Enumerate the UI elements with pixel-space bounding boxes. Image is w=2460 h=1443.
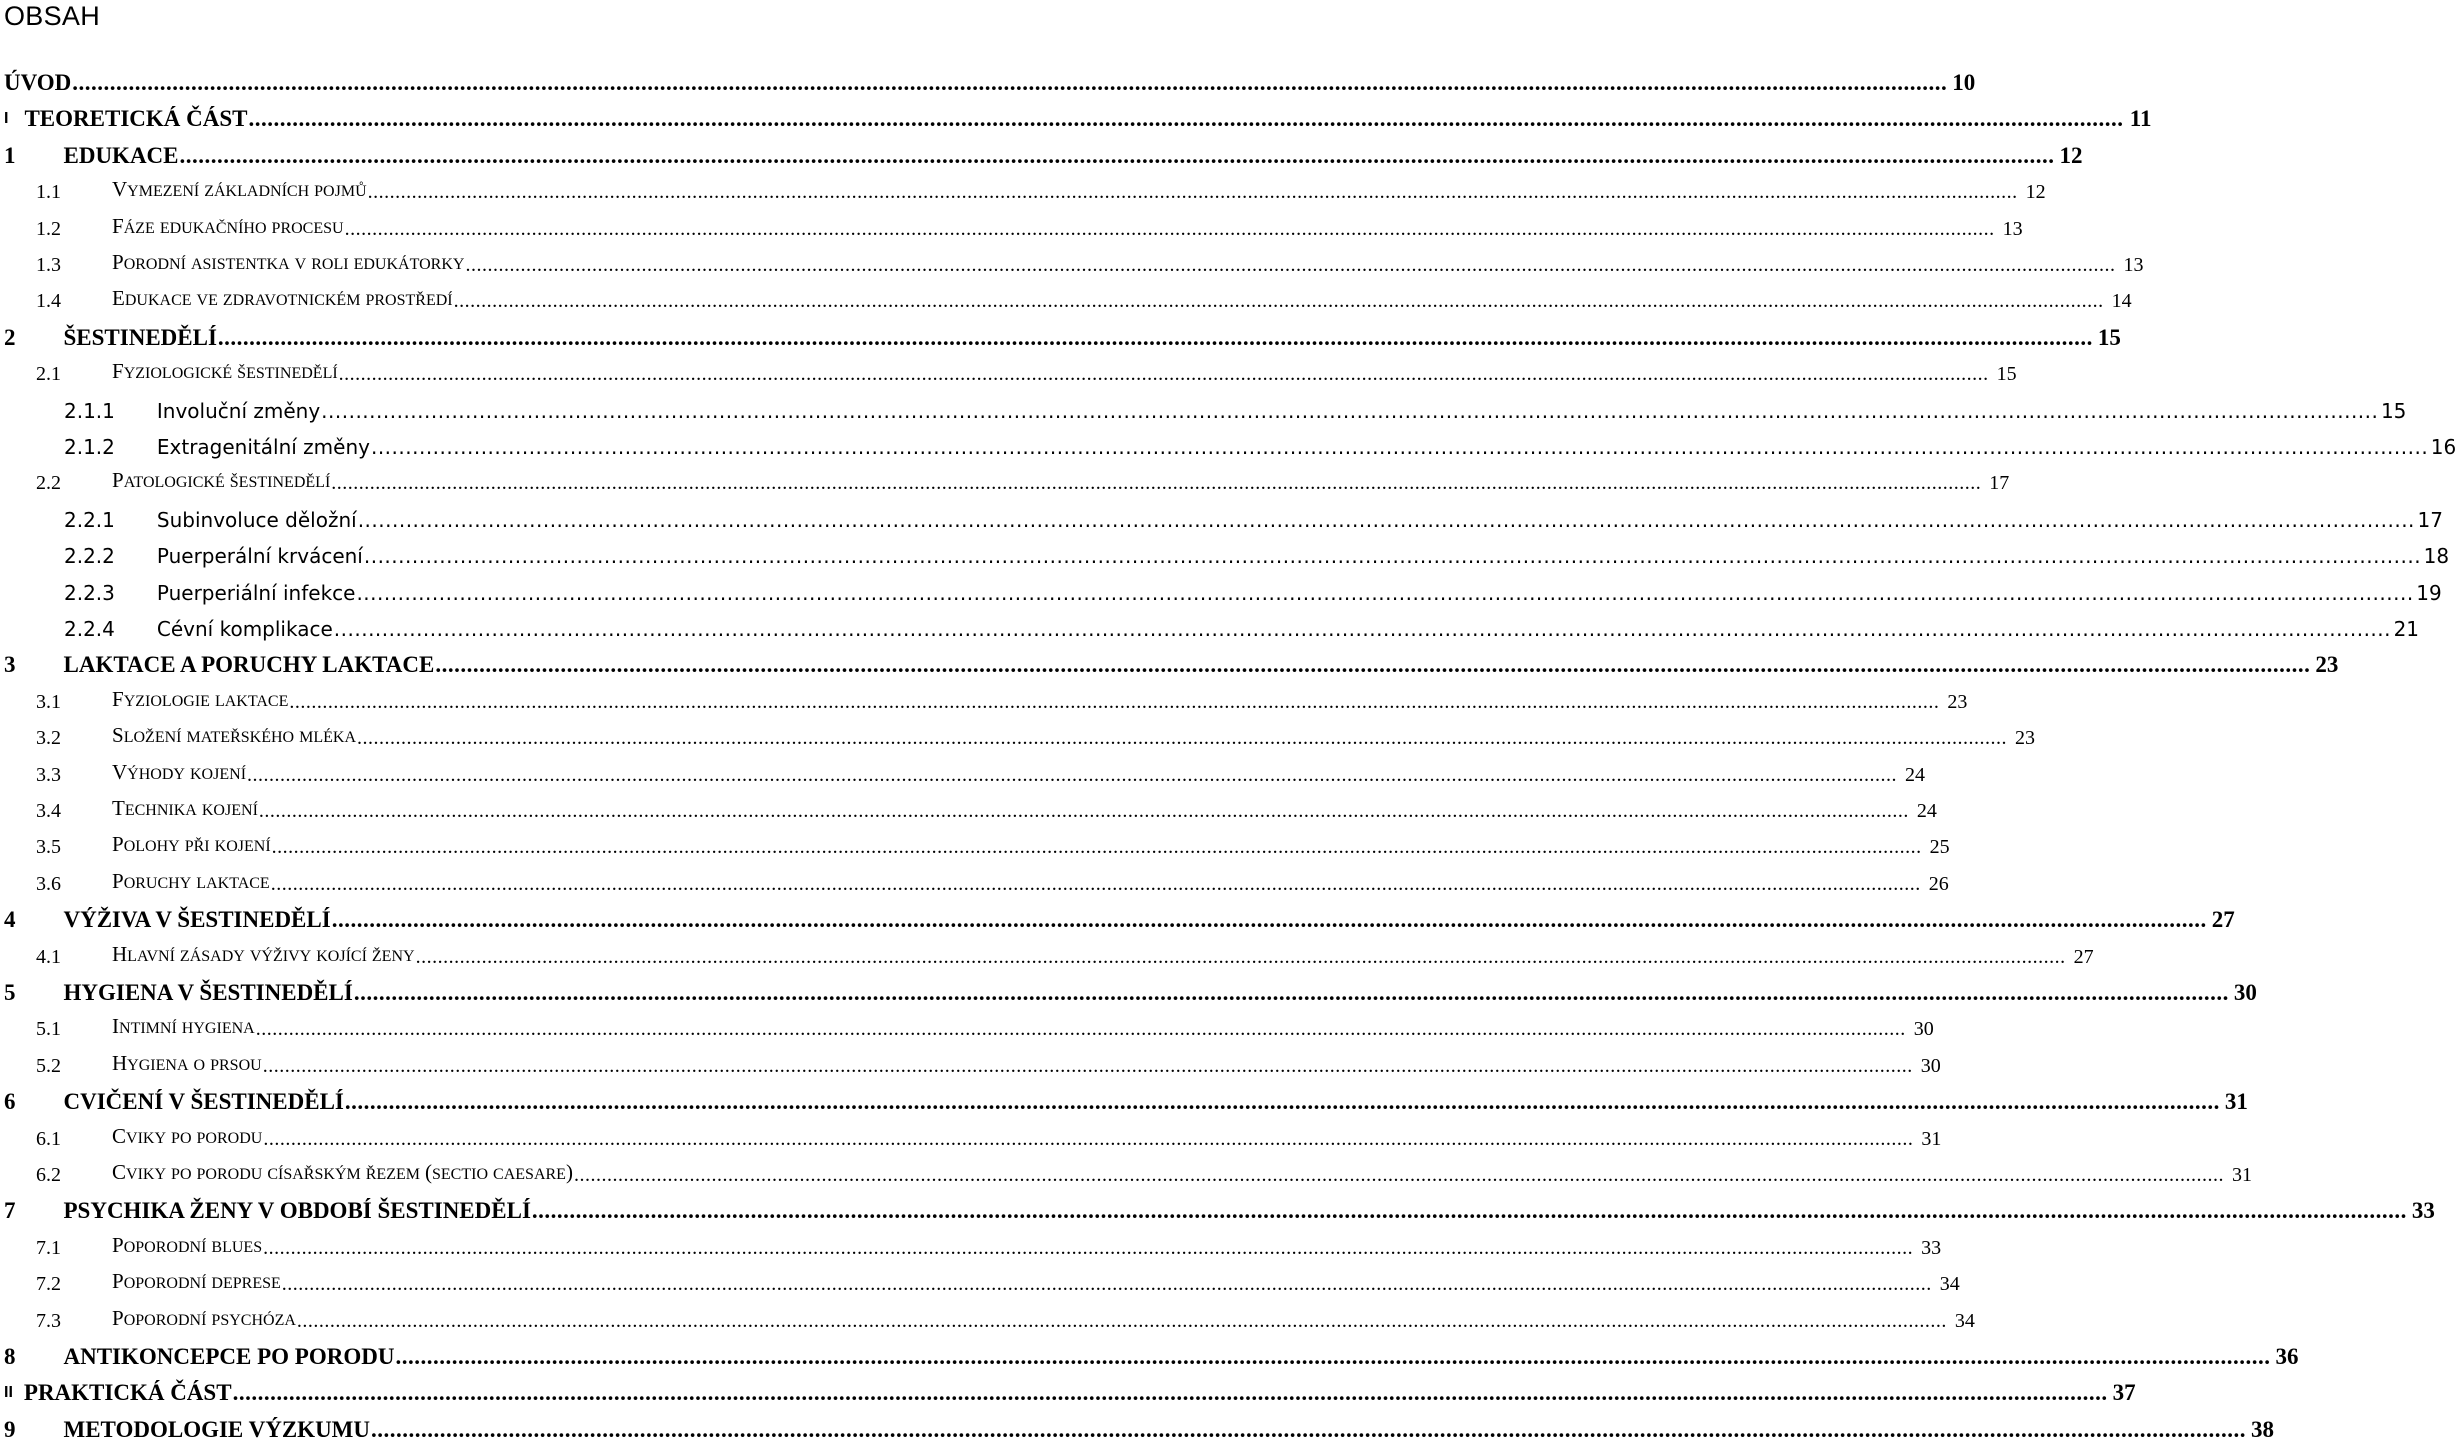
dot-leader: ............................................................................................................................................................................................................................................................................................................ xyxy=(255,1018,1906,1041)
toc-entry-number: 2 xyxy=(4,324,16,350)
toc-entry[interactable] xyxy=(0,867,1949,897)
dot-leader: ............................................................................................................................................................................................................................................................................................................ xyxy=(289,690,1940,713)
toc-entry[interactable] xyxy=(0,976,2257,1006)
toc-entry-number: 8 xyxy=(4,1344,16,1369)
dot-leader: ............................................................................................................................................................................................................................................................................................................ xyxy=(435,652,2311,678)
toc-entry-page: 10 xyxy=(1952,70,1976,95)
toc-entry-page: 26 xyxy=(1928,872,1949,895)
toc-entry-label: EDUKACE VE ZDRAVOTNICKÉM PROSTŘEDÍ xyxy=(112,286,453,311)
toc-entry-number: 4 xyxy=(4,907,16,933)
toc-entry[interactable] xyxy=(0,539,2450,569)
toc-entry[interactable] xyxy=(0,321,2121,351)
dot-leader: ............................................................................................................................................................................................................................................................................................................ xyxy=(321,398,2379,423)
toc-entry[interactable] xyxy=(0,648,2339,678)
toc-entry-number: 2.2.2 xyxy=(64,544,115,569)
toc-entry-page: 30 xyxy=(1920,1054,1941,1077)
dot-leader: ............................................................................................................................................................................................................................................................................................................ xyxy=(217,324,2093,350)
dot-leader: ............................................................................................................................................................................................................................................................................................................ xyxy=(331,472,1982,495)
toc-entry[interactable] xyxy=(0,1231,1942,1261)
toc-entry[interactable] xyxy=(0,1158,2252,1188)
toc-entry-page: 34 xyxy=(1954,1309,1975,1332)
dot-leader: ............................................................................................................................................................................................................................................................................................................ xyxy=(296,1309,1947,1332)
toc-entry-page: 21 xyxy=(2393,617,2420,641)
toc-entry-label: LAKTACE A PORUCHY LAKTACE xyxy=(63,652,435,678)
toc-entry-number: 3 xyxy=(4,652,16,678)
toc-entry-page: 24 xyxy=(1916,800,1937,822)
dot-leader: ............................................................................................................................................................................................................................................................................................................ xyxy=(270,872,1921,895)
toc-entry-page: 33 xyxy=(1921,1236,1942,1259)
toc-entry-label: POPORODNÍ DEPRESE xyxy=(112,1269,281,1294)
toc-entry-number: 3.1 xyxy=(36,690,61,713)
toc-entry-page: 18 xyxy=(2423,544,2450,569)
toc-entry-number: 1.2 xyxy=(36,217,61,240)
toc-entry[interactable] xyxy=(0,102,2152,132)
toc-entry-page: 12 xyxy=(2059,142,2083,168)
toc-entry[interactable] xyxy=(0,1267,1960,1297)
dot-leader: ............................................................................................................................................................................................................................................................................................................ xyxy=(356,580,2414,605)
dot-leader: ............................................................................................................................................................................................................................................................................................................ xyxy=(353,980,2229,1005)
dot-leader: ............................................................................................................................................................................................................................................................................................................ xyxy=(263,1127,1914,1150)
toc-entry[interactable] xyxy=(0,721,2036,751)
toc-entry-page: 23 xyxy=(1947,690,1968,713)
toc-entry-page: 12 xyxy=(2025,181,2046,204)
toc-entry-label: PORUCHY LAKTACE xyxy=(112,868,270,893)
toc-entry-number: 6.2 xyxy=(36,1164,61,1186)
toc-entry-label: ŠESTINEDĚLÍ xyxy=(63,324,217,350)
toc-entry-label: VYMEZENÍ ZÁKLADNÍCH POJMŮ xyxy=(112,177,367,202)
toc-entry-label: POPORODNÍ BLUES xyxy=(112,1232,263,1257)
toc-entry-page: 19 xyxy=(2416,580,2442,605)
toc-entry-label: Puerperální krvácení xyxy=(156,544,363,569)
toc-entry-page: 33 xyxy=(2411,1198,2435,1224)
toc-entry-number: II xyxy=(4,1384,13,1402)
toc-entry-number: 3.6 xyxy=(36,872,61,895)
toc-entry-label: INTIMNÍ HYGIENA xyxy=(112,1014,255,1039)
toc-entry-number: 1.4 xyxy=(36,290,61,313)
toc-entry-page: 13 xyxy=(2002,217,2023,240)
toc-entry-number: I xyxy=(4,110,9,128)
toc-entry-label: CVIČENÍ V ŠESTINEDĚLÍ xyxy=(63,1089,344,1115)
toc-entry-page: 27 xyxy=(2073,945,2094,968)
toc-entry-number: 7.2 xyxy=(36,1273,61,1296)
toc-entry-number: 7.3 xyxy=(36,1309,61,1332)
toc-entry[interactable] xyxy=(0,394,2407,424)
dot-leader: ............................................................................................................................................................................................................................................................................................................ xyxy=(357,507,2415,532)
toc-entry[interactable] xyxy=(0,1413,2274,1443)
toc-entry-number: 4.1 xyxy=(36,945,61,968)
toc-entry-label: Cévní komplikace xyxy=(156,617,333,641)
toc-entry-label: VÝHODY KOJENÍ xyxy=(112,759,247,784)
toc-entry-label: TECHNIKA KOJENÍ xyxy=(112,796,258,820)
toc-entry-number: 3.5 xyxy=(36,836,61,859)
dot-leader: ............................................................................................................................................................................................................................................................................................................ xyxy=(247,763,1898,786)
toc-entry[interactable] xyxy=(0,466,2010,496)
toc-entry-page: 15 xyxy=(2097,324,2121,350)
toc-entry-label: PRAKTICKÁ ČÁST xyxy=(23,1380,232,1406)
toc-entry[interactable] xyxy=(0,794,1937,824)
toc-entry-number: 1.3 xyxy=(36,254,61,276)
dot-leader: ............................................................................................................................................................................................................................................................................................................ xyxy=(232,1380,2108,1406)
toc-entry-label: FÁZE EDUKAČNÍHO PROCESU xyxy=(112,213,344,238)
toc-entry-label: SLOŽENÍ MATEŘSKÉHO MLÉKA xyxy=(112,723,357,748)
toc-entry[interactable] xyxy=(0,66,1976,96)
dot-leader: ............................................................................................................................................................................................................................................................................................................ xyxy=(338,363,1989,386)
dot-leader: ............................................................................................................................................................................................................................................................................................................ xyxy=(363,544,2422,569)
toc-entry-number: 1.1 xyxy=(36,181,61,204)
toc-entry-page: 31 xyxy=(2224,1089,2248,1115)
toc-entry-label: METODOLOGIE VÝZKUMU xyxy=(63,1416,370,1442)
dot-leader: ............................................................................................................................................................................................................................................................................................................ xyxy=(258,800,1909,822)
dot-leader: ............................................................................................................................................................................................................................................................................................................ xyxy=(281,1273,1932,1296)
toc-entry-number: 1 xyxy=(4,142,16,168)
toc-entry-number: 3.3 xyxy=(36,763,61,786)
toc-entry-number: 2.1 xyxy=(36,363,61,386)
toc-entry-page: 36 xyxy=(2275,1344,2299,1369)
dot-leader: ............................................................................................................................................................................................................................................................................................................ xyxy=(367,181,2018,204)
toc-entry-page: 23 xyxy=(2315,652,2339,678)
toc-entry-number: 3.2 xyxy=(36,727,61,750)
toc-entry-label: PSYCHIKA ŽENY V OBDOBÍ ŠESTINEDĚLÍ xyxy=(63,1198,531,1224)
toc-entry-label: FYZIOLOGICKÉ ŠESTINEDĚLÍ xyxy=(112,359,338,384)
dot-leader: ............................................................................................................................................................................................................................................................................................................ xyxy=(573,1164,2224,1186)
toc-entry[interactable] xyxy=(0,1340,2299,1370)
toc-entry-label: HYGIENA V ŠESTINEDĚLÍ xyxy=(63,980,353,1005)
toc-entry-page: 17 xyxy=(2417,507,2443,532)
toc-entry[interactable] xyxy=(0,284,2132,314)
dot-leader: ............................................................................................................................................................................................................................................................................................................ xyxy=(344,1089,2220,1115)
toc-entry-label: Subinvoluce děložní xyxy=(156,507,357,532)
toc-entry-page: 16 xyxy=(2430,435,2457,459)
toc-entry[interactable] xyxy=(0,685,1968,715)
page-title: OBSAH xyxy=(4,1,101,31)
toc-entry-page: 34 xyxy=(1939,1273,1960,1296)
toc-entry-label: CVIKY PO PORODU xyxy=(112,1123,263,1148)
dot-leader: ............................................................................................................................................................................................................................................................................................................ xyxy=(271,836,1922,859)
dot-leader: ............................................................................................................................................................................................................................................................................................................ xyxy=(371,1416,2246,1442)
toc-entry-number: 7 xyxy=(4,1198,16,1224)
toc-entry-label: FYZIOLOGIE LAKTACE xyxy=(112,686,289,711)
toc-entry-page: 15 xyxy=(2380,398,2407,423)
toc-entry-number: 2.2.1 xyxy=(64,507,115,532)
toc-entry-page: 38 xyxy=(2251,1416,2274,1442)
dot-leader: ............................................................................................................................................................................................................................................................................................................ xyxy=(179,142,2055,168)
toc-entry[interactable] xyxy=(0,1194,2435,1224)
toc-entry-label: HLAVNÍ ZÁSADY VÝŽIVY KOJÍCÍ ŽENY xyxy=(112,941,415,966)
toc-entry-page: 27 xyxy=(2211,907,2235,933)
toc-entry[interactable] xyxy=(0,1049,1941,1079)
dot-leader: ............................................................................................................................................................................................................................................................................................................ xyxy=(72,70,1948,95)
dot-leader: ............................................................................................................................................................................................................................................................................................................ xyxy=(370,435,2429,459)
toc-entry-label: HYGIENA O PRSOU xyxy=(112,1050,262,1075)
dot-leader: ............................................................................................................................................................................................................................................................................................................ xyxy=(248,106,2124,132)
toc-entry-page: 14 xyxy=(2111,290,2132,313)
toc-entry-page: 23 xyxy=(2015,727,2036,750)
toc-entry-page: 25 xyxy=(1929,836,1950,859)
toc-entry-label: CVIKY PO PORODU CÍSAŘSKÝM ŘEZEM (SECTIO CAESARE) xyxy=(112,1160,573,1184)
toc-entry-number: 5.1 xyxy=(36,1018,61,1041)
dot-leader: ............................................................................................................................................................................................................................................................................................................ xyxy=(263,1236,1914,1259)
toc-entry[interactable] xyxy=(0,503,2443,533)
toc-entry[interactable] xyxy=(0,758,1926,788)
toc-entry-page: 30 xyxy=(2233,980,2257,1005)
dot-leader: ............................................................................................................................................................................................................................................................................................................ xyxy=(333,617,2392,641)
toc-entry-number: 2.2.3 xyxy=(64,580,115,605)
toc-entry[interactable] xyxy=(0,576,2442,606)
toc-entry-label: TEORETICKÁ ČÁST xyxy=(24,106,248,132)
toc-entry-number: 7.1 xyxy=(36,1236,61,1259)
toc-entry[interactable] xyxy=(0,903,2235,933)
toc-entry-page: 13 xyxy=(2123,254,2144,276)
toc-entry[interactable] xyxy=(0,612,2420,642)
toc-entry[interactable] xyxy=(0,139,2083,169)
toc-entry-number: 5 xyxy=(4,980,16,1005)
toc-entry[interactable] xyxy=(0,248,2144,278)
toc-entry[interactable] xyxy=(0,1304,1975,1334)
toc-entry[interactable] xyxy=(0,1085,2248,1115)
dot-leader: ............................................................................................................................................................................................................................................................................................................ xyxy=(453,290,2104,313)
dot-leader: ............................................................................................................................................................................................................................................................................................................ xyxy=(331,907,2207,933)
toc-entry[interactable] xyxy=(0,175,2046,205)
toc-entry-label: Involuční změny xyxy=(156,398,321,423)
toc-entry-number: 2.2.4 xyxy=(64,617,115,641)
dot-leader: ............................................................................................................................................................................................................................................................................................................ xyxy=(531,1198,2407,1224)
toc-entry-label: ÚVOD xyxy=(4,70,72,95)
toc-entry-number: 2.2 xyxy=(36,472,61,495)
toc-entry-number: 9 xyxy=(4,1416,16,1442)
toc-entry-page: 17 xyxy=(1989,472,2010,495)
dot-leader: ............................................................................................................................................................................................................................................................................................................ xyxy=(344,217,1995,240)
toc-entry[interactable] xyxy=(0,1376,2136,1406)
toc-entry-label: ANTIKONCEPCE PO PORODU xyxy=(63,1344,395,1369)
toc-entry-page: 15 xyxy=(1996,363,2017,386)
toc-entry[interactable] xyxy=(0,1012,1934,1042)
dot-leader: ............................................................................................................................................................................................................................................................................................................ xyxy=(395,1344,2271,1369)
toc-entry[interactable] xyxy=(0,830,1950,860)
toc-entry-label: Puerperiální infekce xyxy=(156,580,356,605)
toc-entry-page: 31 xyxy=(2231,1164,2252,1186)
toc-entry-page: 30 xyxy=(1913,1018,1934,1041)
toc-entry[interactable] xyxy=(0,940,2094,970)
toc-entry-label: PORODNÍ ASISTENTKA V ROLI EDUKÁTORKY xyxy=(112,250,465,274)
toc-entry[interactable] xyxy=(0,357,2017,387)
dot-leader: ............................................................................................................................................................................................................................................................................................................ xyxy=(262,1054,1913,1077)
toc-entry-label: Extragenitální změny xyxy=(156,435,370,459)
toc-entry-label: POLOHY PŘI KOJENÍ xyxy=(112,832,271,857)
toc-entry-label: PATOLOGICKÉ ŠESTINEDĚLÍ xyxy=(112,468,331,493)
toc-entry-number: 2.1.2 xyxy=(64,435,115,459)
toc-entry[interactable] xyxy=(0,1122,1942,1152)
dot-leader: ............................................................................................................................................................................................................................................................................................................ xyxy=(415,945,2066,968)
toc-entry-number: 6.1 xyxy=(36,1127,61,1150)
dot-leader: ............................................................................................................................................................................................................................................................................................................ xyxy=(357,727,2008,750)
toc-entry-label: VÝŽIVA V ŠESTINEDĚLÍ xyxy=(63,907,331,933)
toc-entry-label: POPORODNÍ PSYCHÓZA xyxy=(112,1305,296,1330)
toc-entry-label: EDUKACE xyxy=(63,142,179,168)
dot-leader: ............................................................................................................................................................................................................................................................................................................ xyxy=(465,254,2116,276)
toc-entry[interactable] xyxy=(0,430,2457,460)
toc-entry-page: 11 xyxy=(2129,106,2152,132)
toc-entry-number: 6 xyxy=(4,1089,16,1115)
toc-entry[interactable] xyxy=(0,212,2023,242)
toc-entry-page: 37 xyxy=(2112,1380,2136,1406)
toc-entry-page: 24 xyxy=(1905,763,1926,786)
toc-entry-number: 3.4 xyxy=(36,800,61,822)
toc-entry-number: 5.2 xyxy=(36,1054,61,1077)
toc-entry-page: 31 xyxy=(1921,1127,1942,1150)
toc-entry-number: 2.1.1 xyxy=(64,398,115,423)
